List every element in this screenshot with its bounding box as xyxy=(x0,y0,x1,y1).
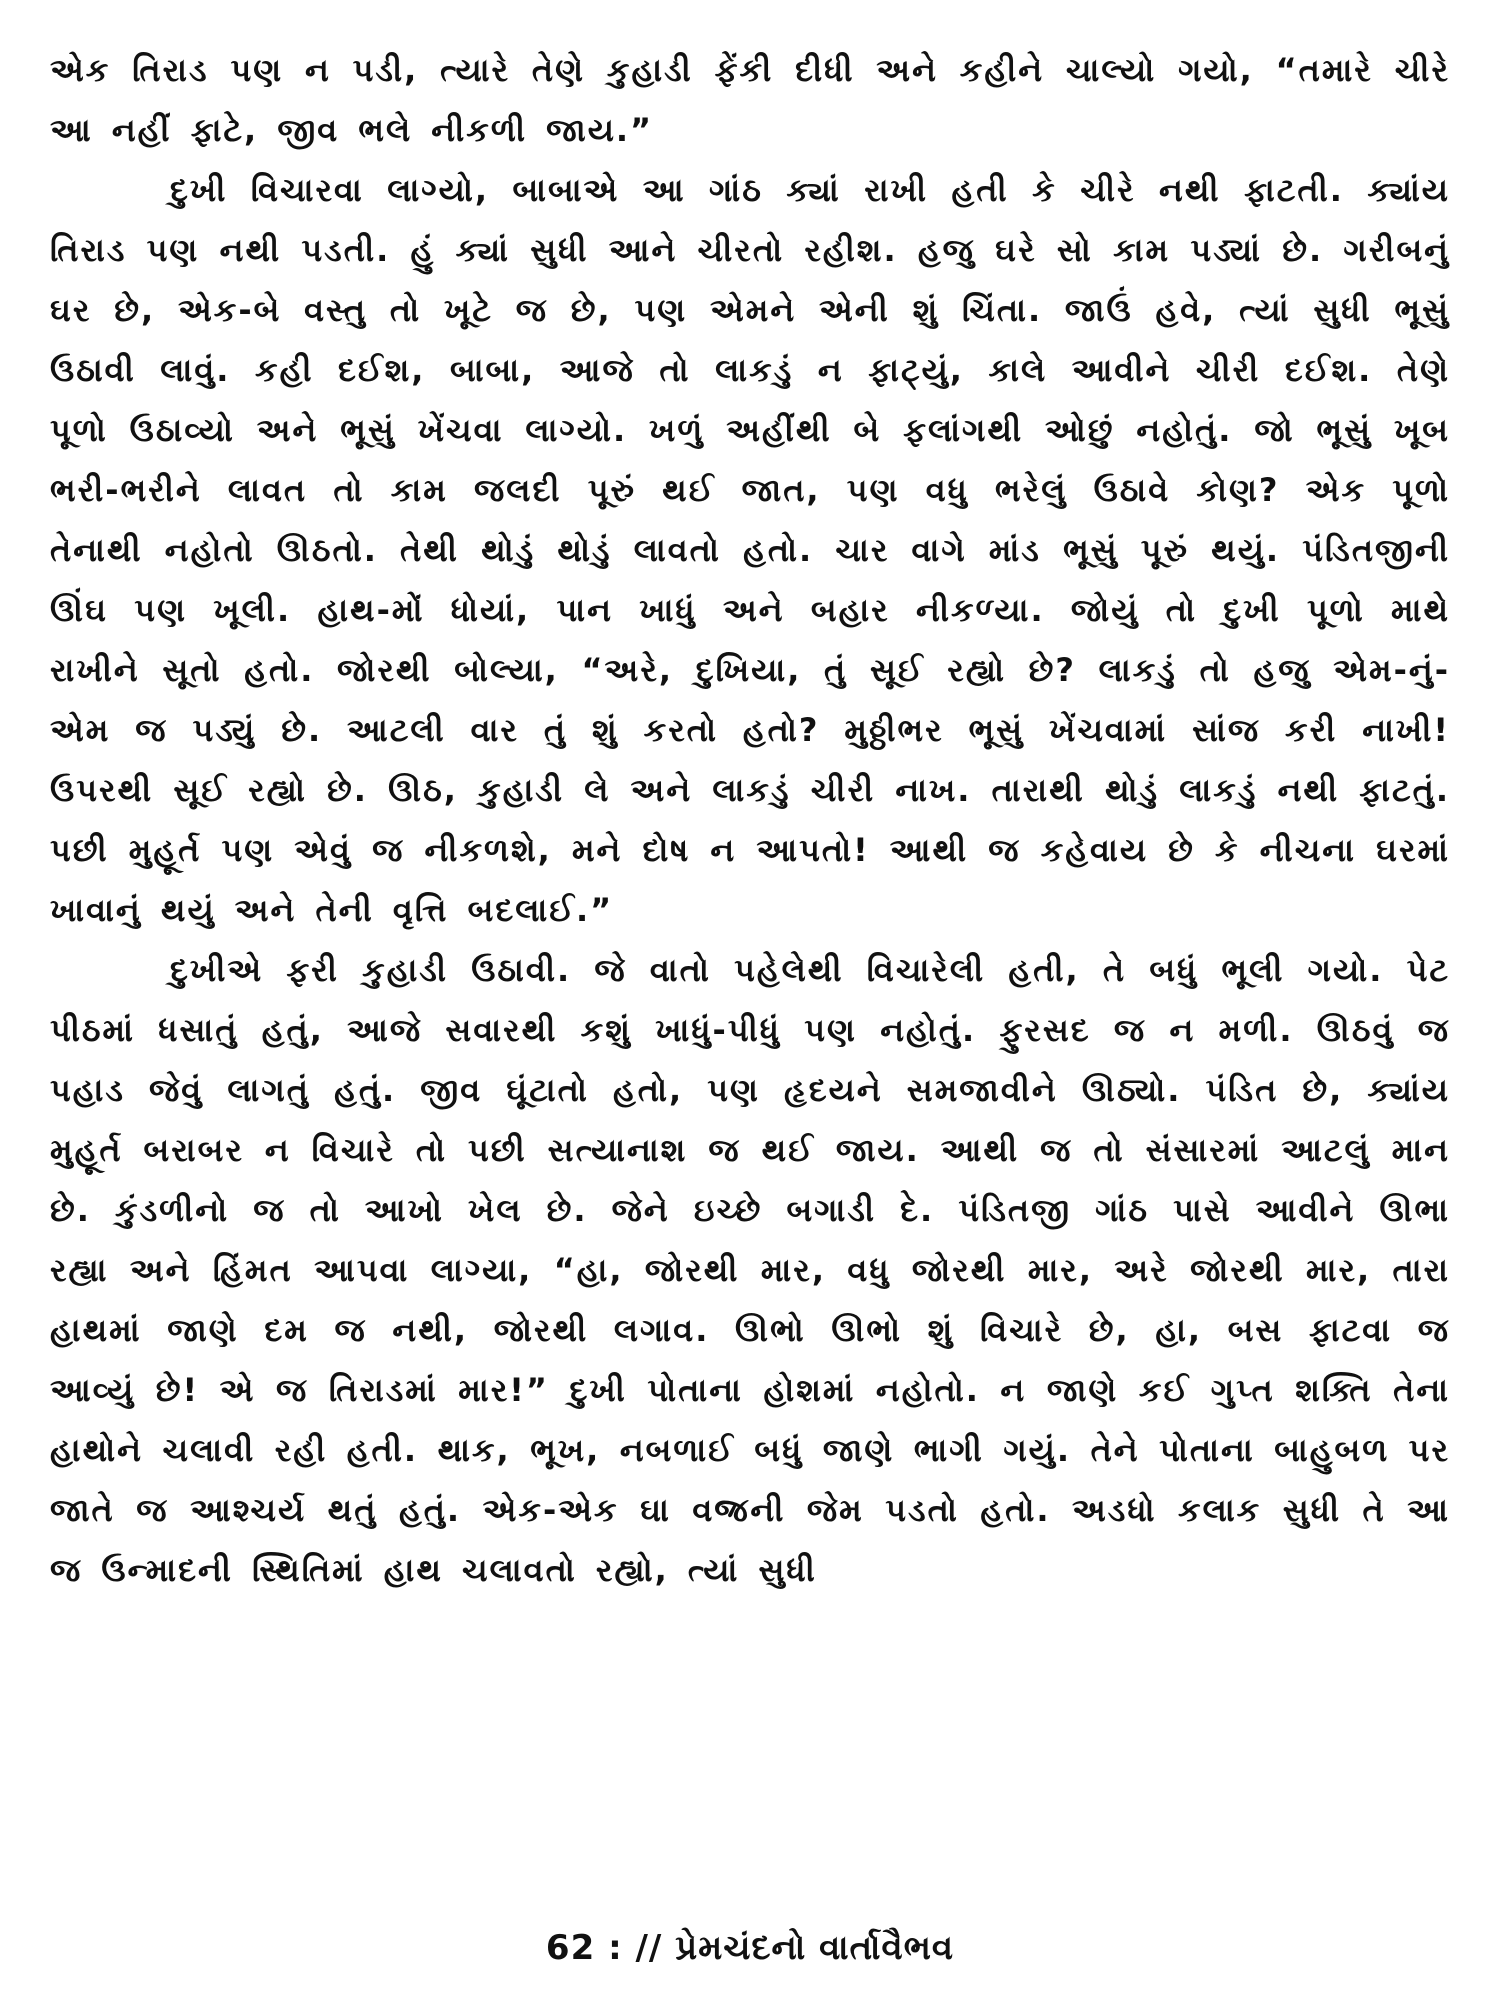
book-page xyxy=(50,40,1450,1968)
paragraph-3: દુખીએ ફરી કુહાડી ઉઠાવી. જે વાતો પહેલેથી વિચારેલી હતી, તે બધું ભૂલી ગયો. પેટ પીઠમાં ધસાતું હતું, આજે સવારથી કશું ખાધું-પીધું પણ નહોતું. ફુરસદ જ ન મળી. ઊઠવું જ પહાડ જેવું લાગતું હતું. જીવ ઘૂંટાતો હતો, પણ હૃદયને સમજાવીને ઊઠ્યો. પંડિત છે, ક્યાંય મુહૂર્ત બરાબર ન વિચારે તો પછી સત્યાનાશ જ થઈ જાય. આથી જ તો સંસારમાં આટલું માન છે. કુંડળીનો જ તો આખો ખેલ છે. જેને ઇચ્છે બગાડી દે. પંડિતજી ગાંઠ પાસે આવીને ઊભા રહ્યા અને હિંમત આપવા લાગ્યા, “હા, જોરથી માર, વધુ જોરથી માર, અરે જોરથી માર, તારા હાથમાં જાણે દમ જ નથી, જોરથી લગાવ. ઊભો ઊભો શું વિચારે છે, હા, બસ ફાટવા જ આવ્યું છે! એ જ તિરાડમાં માર!” દુખી પોતાના હોશમાં નહોતો. ન જાણે કઈ ગુપ્ત શક્તિ તેના હાથોને ચલાવી રહી હતી. થાક, ભૂખ, નબળાઈ બધું જાણે ભાગી ગયું. તેને પોતાના બાહુબળ પર જાતે જ આશ્ચર્ય થતું હતું. એક-એક ઘા વજ્રની જેમ પડતો હતો. અડધો કલાક સુધી તે આ જ ઉન્માદની સ્થિતિમાં હાથ ચલાવતો રહ્યો, ત્યાં સુધી xyxy=(50,951,1450,1589)
paragraph-2: દુખી વિચારવા લાગ્યો, બાબાએ આ ગાંઠ ક્યાં રાખી હતી કે ચીરે નથી ફાટતી. ક્યાંય તિરાડ પણ નથી પડતી. હું ક્યાં સુધી આને ચીરતો રહીશ. હજુ ઘરે સો કામ પડ્યાં છે. ગરીબનું ઘર છે, એક-બે વસ્તુ તો ખૂટે જ છે, પણ એમને એની શું ચિંતા. જાઉં હવે, ત્યાં સુધી ભૂસું ઉઠાવી લાવું. કહી દઈશ, બાબા, આજે તો લાકડું ન ફાટ્યું, કાલે આવીને ચીરી દઈશ. તેણે પૂળો ઉઠાવ્યો અને ભૂસું ખેંચવા લાગ્યો. ખળું અહીંથી બે ફલાંગથી ઓછું નહોતું. જો ભૂસું ખૂબ ભરી-ભરીને લાવત તો કામ જલદી પૂરું થઈ જાત, પણ વધુ ભરેલું ઉઠાવે કોણ? એક પૂળો તેનાથી નહોતો ઊઠતો. તેથી થોડું થોડું લાવતો હતો. ચાર વાગે માંડ ભૂસું પૂરું થયું. પંડિતજીની ઊંઘ પણ ખૂલી. હાથ-મોં ધોયાં, પાન ખાધું અને બહાર નીકળ્યા. જોયું તો દુખી પૂળો માથે રાખીને સૂતો હતો. જોરથી બોલ્યા, “અરે, દુખિયા, તું સૂઈ રહ્યો છે? લાકડું તો હજુ એમ-નું-એમ જ પડ્યું છે. આટલી વાર તું શું કરતો હતો? મુઠ્ઠીભર ભૂસું ખેંચવામાં સાંજ કરી નાખી! ઉપરથી સૂઈ રહ્યો છે. ઊઠ, કુહાડી લે અને લાકડું ચીરી નાખ. તારાથી થોડું લાકડું નથી ફાટતું. પછી મુહૂર્ત પણ એવું જ નીકળશે, મને દોષ ન આપતો! આથી જ કહેવાય છે કે નીચના ઘરમાં ખાવાનું થયું અને તેની વૃત્તિ બદલાઈ.” xyxy=(50,171,1450,929)
paragraph-1: એક તિરાડ પણ ન પડી, ત્યારે તેણે કુહાડી ફેંકી દીધી અને કહીને ચાલ્યો ગયો, “તમારે ચીરે આ નહીં ફાટે, જીવ ભલે નીકળી જાય.” xyxy=(50,51,1450,149)
page-footer: 62 : // પ્રેમચંદનો વાર્તાવૈભવ xyxy=(545,1928,955,1968)
